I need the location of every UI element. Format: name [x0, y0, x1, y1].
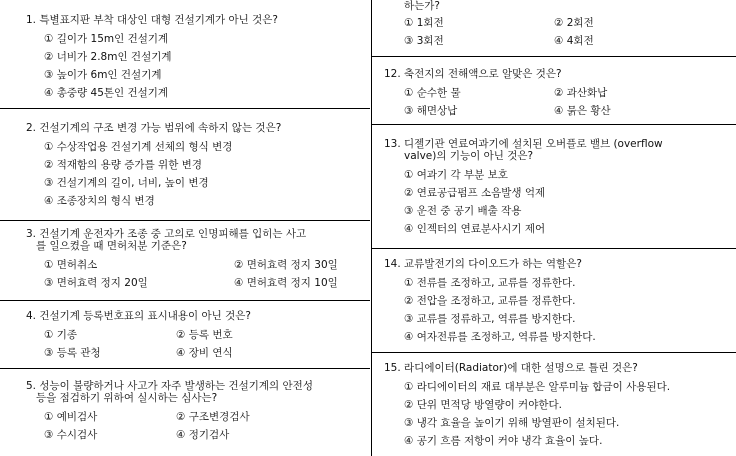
option-list [44, 30, 370, 102]
question-text-line-1: 3. 건설기계 운전자가 조종 중 고의로 인명피해를 입히는 사고 [26, 228, 307, 240]
question-divider [0, 368, 370, 369]
option-1[interactable]: ① 순수한 물 [404, 87, 461, 99]
question-text: 4. 건설기계 등록번호표의 표시내용이 아닌 것은? [26, 310, 251, 322]
option-list [44, 256, 370, 292]
option-list [404, 378, 736, 450]
question-text: 15. 라디에이터(Radiator)에 대한 설명으로 틀린 것은? [384, 362, 638, 374]
question-divider [0, 220, 370, 221]
option-list [44, 326, 370, 362]
option-list [404, 274, 736, 346]
option-list [44, 138, 370, 210]
option-2[interactable]: ② 등록 번호 [176, 329, 233, 341]
option-3[interactable]: ③ 운전 중 공기 배출 작용 [404, 205, 522, 217]
option-3[interactable]: ③ 건설기계의 길이, 너비, 높이 변경 [44, 177, 209, 189]
question-text: 12. 축전지의 전해액으로 알맞은 것은? [384, 68, 562, 80]
option-2[interactable]: ② 단위 면적당 방열량이 커야한다. [404, 399, 562, 411]
question-divider [0, 300, 370, 301]
option-2[interactable]: ② 과산화납 [554, 87, 608, 99]
question-text: 1. 특별표지판 부착 대상인 대형 건설기계가 아닌 것은? [26, 14, 278, 26]
question-text-line-2: 를 일으켰을 때 면허처분 기준은? [36, 240, 187, 252]
question-divider [372, 248, 736, 249]
option-2[interactable]: ② 너비가 2.8m인 건설기계 [44, 51, 172, 63]
question-1 [26, 14, 370, 102]
option-1[interactable]: ① 수상작업용 건설기계 선체의 형식 변경 [44, 141, 233, 153]
option-4[interactable]: ④ 인젝터의 연료분사시기 제어 [404, 223, 546, 235]
question-2 [26, 122, 370, 210]
question-12 [384, 68, 736, 120]
question-4 [26, 310, 370, 362]
question-text-continued: 하는가? [404, 0, 441, 12]
option-list [44, 408, 370, 444]
question-divider [0, 108, 370, 109]
question-14 [384, 258, 736, 346]
option-4[interactable]: ④ 묽은 황산 [554, 105, 611, 117]
option-3[interactable]: ③ 수시검사 [44, 429, 98, 441]
option-4[interactable]: ④ 면허효력 정지 10일 [234, 277, 338, 289]
option-1[interactable]: ① 전류를 조정하고, 교류를 정류한다. [404, 277, 576, 289]
question-text: 14. 교류발전기의 다이오드가 하는 역할은? [384, 258, 582, 270]
option-4[interactable]: ④ 4회전 [554, 35, 594, 47]
option-1[interactable]: ① 여과기 각 부분 보호 [404, 169, 508, 181]
option-1[interactable]: ① 길이가 15m인 건설기계 [44, 33, 169, 45]
option-3[interactable]: ③ 교류를 정류하고, 역류를 방지한다. [404, 313, 576, 325]
question-text-line-1: 13. 디젤기관 연료여과기에 설치된 오버플로 밸브 (overflow [384, 138, 663, 150]
option-1[interactable]: ① 라디에이터의 재료 대부분은 알루미늄 합금이 사용된다. [404, 381, 671, 393]
option-3[interactable]: ③ 냉각 효율을 높이기 위해 방열판이 설치된다. [404, 417, 620, 429]
question-text-line-2: valve)의 기능이 아닌 것은? [404, 150, 534, 162]
option-3[interactable]: ③ 해면상납 [404, 105, 458, 117]
option-4[interactable]: ④ 조종장치의 형식 변경 [44, 195, 155, 207]
question-continued [404, 0, 736, 50]
option-2[interactable]: ② 면허효력 정지 30일 [234, 259, 338, 271]
option-4[interactable]: ④ 여자전류를 조정하고, 역류를 방지한다. [404, 331, 596, 343]
question-text-line-1: 5. 성능이 불량하거나 사고가 자주 발생하는 건설기계의 안전성 [26, 380, 313, 392]
option-2[interactable]: ② 전압을 조정하고, 교류를 정류한다. [404, 295, 576, 307]
option-1[interactable]: ① 기종 [44, 329, 78, 341]
option-list [404, 166, 736, 238]
option-4[interactable]: ④ 총중량 45톤인 건설기계 [44, 87, 169, 99]
option-2[interactable]: ② 2회전 [554, 17, 594, 29]
option-4[interactable]: ④ 장비 연식 [176, 347, 233, 359]
option-1[interactable]: ① 예비검사 [44, 411, 98, 423]
option-3[interactable]: ③ 높이가 6m인 건설기계 [44, 69, 162, 81]
option-4[interactable]: ④ 정기검사 [176, 429, 230, 441]
question-text: 2. 건설기계의 구조 변경 가능 범위에 속하지 않는 것은? [26, 122, 282, 134]
question-text-line-2: 등을 점검하기 위하여 실시하는 심사는? [36, 392, 218, 404]
question-divider [372, 124, 736, 125]
option-3[interactable]: ③ 3회전 [404, 35, 444, 47]
option-2[interactable]: ② 구조변경검사 [176, 411, 250, 423]
question-3 [26, 228, 370, 292]
option-3[interactable]: ③ 등록 관청 [44, 347, 101, 359]
option-list [404, 14, 736, 50]
question-15 [384, 362, 736, 450]
option-1[interactable]: ① 1회전 [404, 17, 444, 29]
option-2[interactable]: ② 적재함의 용량 증가를 위한 변경 [44, 159, 202, 171]
option-3[interactable]: ③ 면허효력 정지 20일 [44, 277, 148, 289]
option-1[interactable]: ① 면허취소 [44, 259, 98, 271]
question-5 [26, 380, 370, 444]
column-divider [371, 0, 372, 456]
question-divider [372, 56, 736, 57]
question-divider [372, 352, 736, 353]
option-4[interactable]: ④ 공기 흐름 저항이 커야 냉각 효율이 높다. [404, 435, 603, 447]
option-list [404, 84, 736, 120]
option-2[interactable]: ② 연료공급펌프 소음발생 억제 [404, 187, 546, 199]
question-13 [384, 138, 736, 238]
